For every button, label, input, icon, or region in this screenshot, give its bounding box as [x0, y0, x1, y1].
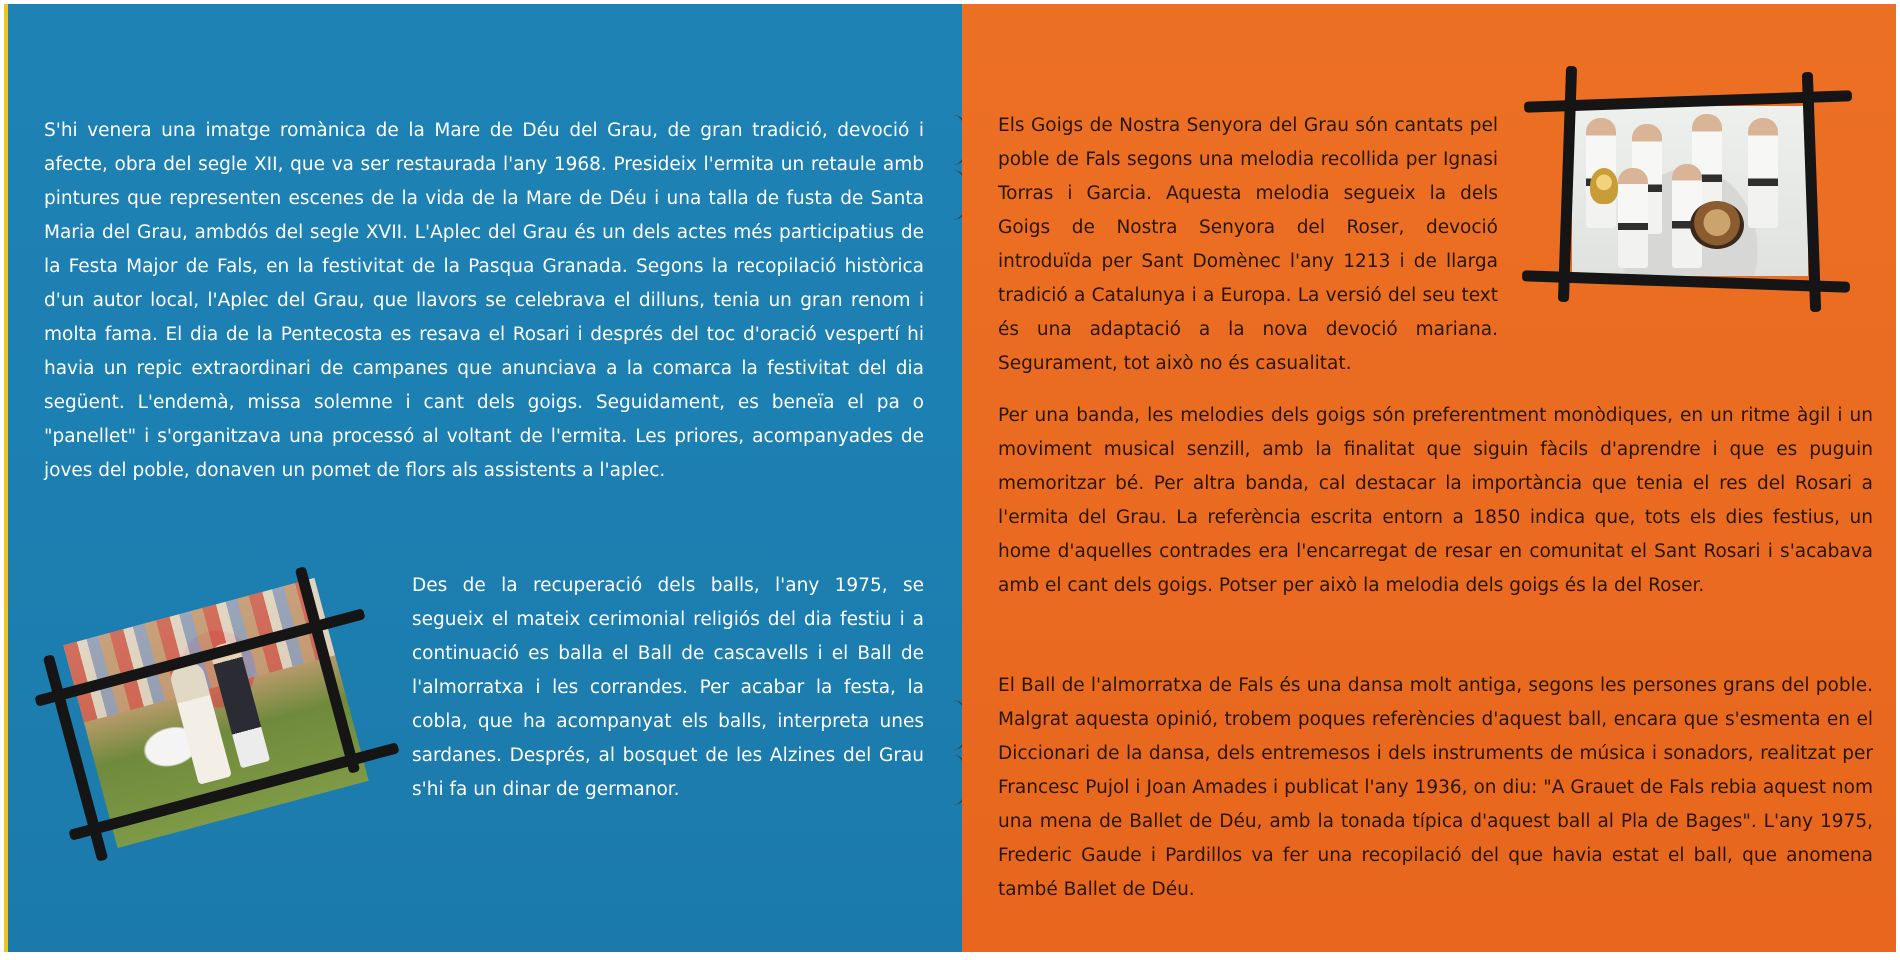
left-paragraph-2: Des de la recuperació dels balls, l'any 1975, se segueix el mateix cerimonial religiós del dia festiu i a continuació es balla el Ball de cascavells i el Ball de l'almorratxa i les corrandes. Per acabar la festa, la cobla, que ha acompanyat els balls, interpreta unes sardanes. Després, al bosquet de les Alzines del Grau s'hi fa un dinar de germanor.: [412, 575, 924, 800]
left-paragraph-1: S'hi venera una imatge romànica de la Mare de Déu del Grau, de gran tradició, devoció i afecte, obra del segle XII, que va ser restaurada l'any 1968. Presideix l'ermita un retaule amb pintures que representen escenes de la vida de la Mare de Déu i una talla de fusta de Santa Maria del Grau, ambdós del segle XVII. L'Aplec del Grau és un dels actes més participatius de la Festa Major de Fals, en la festivitat de la Pasqua Granada. Segons la recopilació històrica d'un autor local, l'Aplec del Grau, que llavors se celebrava el dilluns, tenia un gran renom i molta fama. El dia de la Pentecosta es resava el Rosari i després del toc d'oració vespertí hi havia un repic extraordinari de campanes que anunciava a la comarca la festivitat del dia següent. L'endemà, missa solemne i cant dels goigs. Seguidament, es beneïa el pa o "panellet" i s'organitzava una processó al voltant de l'ermita. Les priores, acompanyades de joves del poble, donaven un pomet de flors als assistents a l'aplec.: [44, 120, 924, 481]
musicians-photo: [1572, 106, 1808, 276]
right-paragraph-1: Els Goigs de Nostra Senyora del Grau són cantats pel poble de Fals segons una melodia recollida per Ignasi Torras i Garcia. Aquesta melodia segueix la dels Goigs de Nostra Senyora del Roser, devoció introduïda per Sant Domènec l'any 1213 i de llarga tradició a Catalunya i a Europa. La versió del seu text és una adaptació a la nova devoció mariana. Segurament, tot això no és casualitat.: [998, 115, 1498, 374]
musicians-photo-frame: [1522, 60, 1852, 320]
drum: [1690, 201, 1744, 249]
right-paragraph-2: Per una banda, les melodies dels goigs són preferentment monòdiques, en un ritme àgil i un moviment musical senzill, amb la finalitat que siguin fàcils d'aprendre i que es puguin memoritzar bé. Per altra banda, cal destacar la importància que tenia el res del Rosari a l'ermita del Grau. La referència escrita entorn a 1850 indica que, tots els dies festius, un home d'aquelles contrades era l'encarregat de resar en comunitat el Sant Rosari i s'acabava amb el cant dels goigs. Potser per això la melodia dels goigs és la del Roser.: [998, 405, 1873, 596]
musician-4: [1748, 118, 1778, 228]
trumpet: [1590, 168, 1618, 204]
left-page: [4, 4, 962, 952]
right-paragraph-3: El Ball de l'almorratxa de Fals és una dansa molt antiga, segons les persones grans del poble. Malgrat aquesta opinió, trobem poques referències d'aquest ball, encara que s'esmenta en el Diccionari de la dansa, dels entremesos i dels instruments de música i sonadors, realitzat per Francesc Pujol i Joan Amades i publicat l'any 1936, on diu: "A Grauet de Fals rebia aquest nom una mena de Ballet de Déu, amb la tonada típica d'aquest ball al Pla de Bages". L'any 1975, Frederic Gaude i Pardillos va fer una recopilació del que havia estat el ball, que anomena també Ballet de Déu.: [998, 675, 1873, 900]
dance-photo-frame: [24, 560, 404, 872]
musician-5: [1618, 168, 1648, 268]
right-page: [962, 4, 1896, 952]
